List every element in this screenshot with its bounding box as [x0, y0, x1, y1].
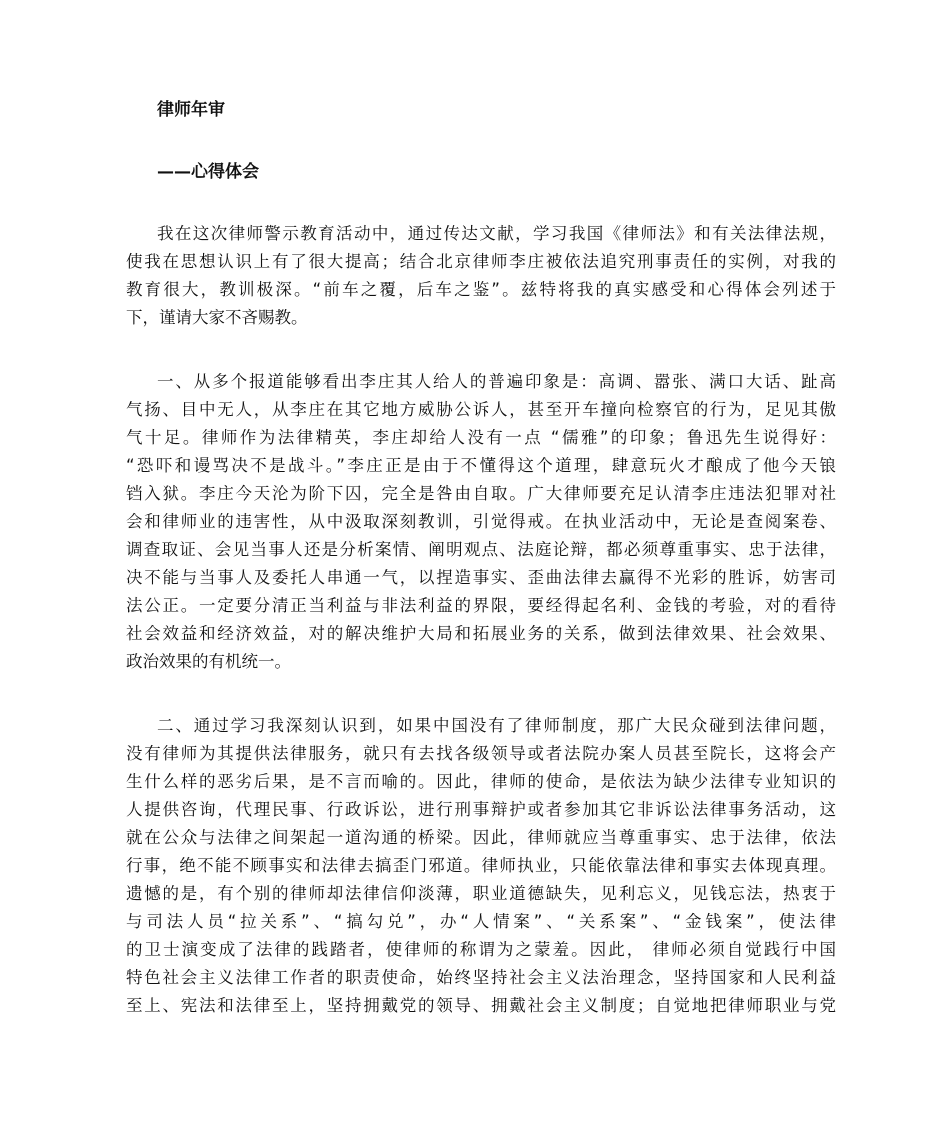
paragraph-2-line-2: 气扬、目中无人，从李庄在其它地方威胁公诉人，甚至开车撞向检察官的行为，足见其傲: [126, 400, 836, 419]
document-subtitle: ——心得体会: [157, 162, 259, 182]
paragraph-3-line-9: 的卫士演变成了法律的践踏者，使律师的称谓为之蒙羞。因此， 律师必须自觉践行中国: [126, 940, 836, 959]
paragraph-3-line-2: 没有律师为其提供法律服务，就只有去找各级领导或者法院办案人员甚至院长，这将会产: [126, 744, 836, 763]
paragraph-2-line-4: “恐吓和谩骂决不是战斗。”李庄正是由于不懂得这个道理，肆意玩火才酿成了他今天锒: [126, 456, 836, 475]
paragraph-3-line-6: 行事，绝不能不顾事实和法律去搞歪门邪道。律师执业，只能依靠法律和事实去体现真理。: [126, 856, 836, 875]
paragraph-3-line-11: 至上、宪法和法律至上，坚持拥戴党的领导、拥戴社会主义制度；自觉地把律师职业与党: [126, 996, 836, 1015]
paragraph-1-line-2: 使我在思想认识上有了很大提高；结合北京律师李庄被依法追究刑事责任的实例，对我的: [126, 252, 836, 271]
paragraph-2-line-1: 一、从多个报道能够看出李庄其人给人的普遍印象是：高调、嚣张、满口大话、趾高: [157, 372, 836, 391]
document-title: 律师年审: [157, 100, 225, 120]
paragraph-3-line-3: 生什么样的恶劣后果，是不言而喻的。因此，律师的使命，是依法为缺少法律专业知识的: [126, 772, 836, 791]
paragraph-2-line-6: 会和律师业的违害性，从中汲取深刻教训，引觉得戒。在执业活动中，无论是查阅案卷、: [126, 512, 836, 531]
paragraph-2-line-3: 气十足。律师作为法律精英，李庄却给人没有一点 “儒雅”的印象；鲁迅先生说得好：: [126, 428, 836, 447]
paragraph-3-line-8: 与司法人员“拉关系”、“搞勾兑”，办“人情案”、“关系案”、“金钱案”，使法律: [126, 912, 836, 931]
paragraph-1-line-4: 下，谨请大家不吝赐教。: [126, 308, 308, 327]
paragraph-3-line-4: 人提供咨询，代理民事、行政诉讼，进行刑事辩护或者参加其它非诉讼法律事务活动，这: [126, 800, 836, 819]
paragraph-3-line-10: 特色社会主义法律工作者的职责使命，始终坚持社会主义法治理念，坚持国家和人民利益: [126, 968, 836, 987]
paragraph-1-line-1: 我在这次律师警示教育活动中，通过传达文献，学习我国《律师法》和有关法律法规，: [157, 224, 836, 243]
paragraph-2-line-9: 法公正。一定要分清正当利益与非法利益的界限，要经得起名利、金钱的考验，对的看待: [126, 596, 836, 615]
paragraph-3-line-1: 二、通过学习我深刻认识到，如果中国没有了律师制度，那广大民众碰到法律问题，: [157, 716, 836, 735]
paragraph-3-line-7: 遗憾的是，有个别的律师却法律信仰淡薄，职业道德缺失，见利忘义，见钱忘法，热衷于: [126, 884, 836, 903]
paragraph-2-line-8: 决不能与当事人及委托人串通一气，以捏造事实、歪曲法律去赢得不光彩的胜诉，妨害司: [126, 568, 836, 587]
paragraph-2-line-10: 社会效益和经济效益，对的解决维护大局和拓展业务的关系，做到法律效果、社会效果、: [126, 624, 836, 643]
paragraph-2-line-7: 调查取证、会见当事人还是分析案情、阐明观点、法庭论辩，都必须尊重事实、忠于法律，: [126, 540, 836, 559]
paragraph-1-line-3: 教育很大，教训极深。“前车之覆，后车之鉴”。兹特将我的真实感受和心得体会列述于: [126, 280, 836, 299]
paragraph-3-line-5: 就在公众与法律之间架起一道沟通的桥梁。因此，律师就应当尊重事实、忠于法律，依法: [126, 828, 836, 847]
paragraph-2-line-5: 铛入狱。李庄今天沦为阶下囚，完全是咎由自取。广大律师要充足认清李庄违法犯罪对社: [126, 484, 836, 503]
paragraph-2-line-11: 政治效果的有机统一。: [126, 652, 291, 671]
